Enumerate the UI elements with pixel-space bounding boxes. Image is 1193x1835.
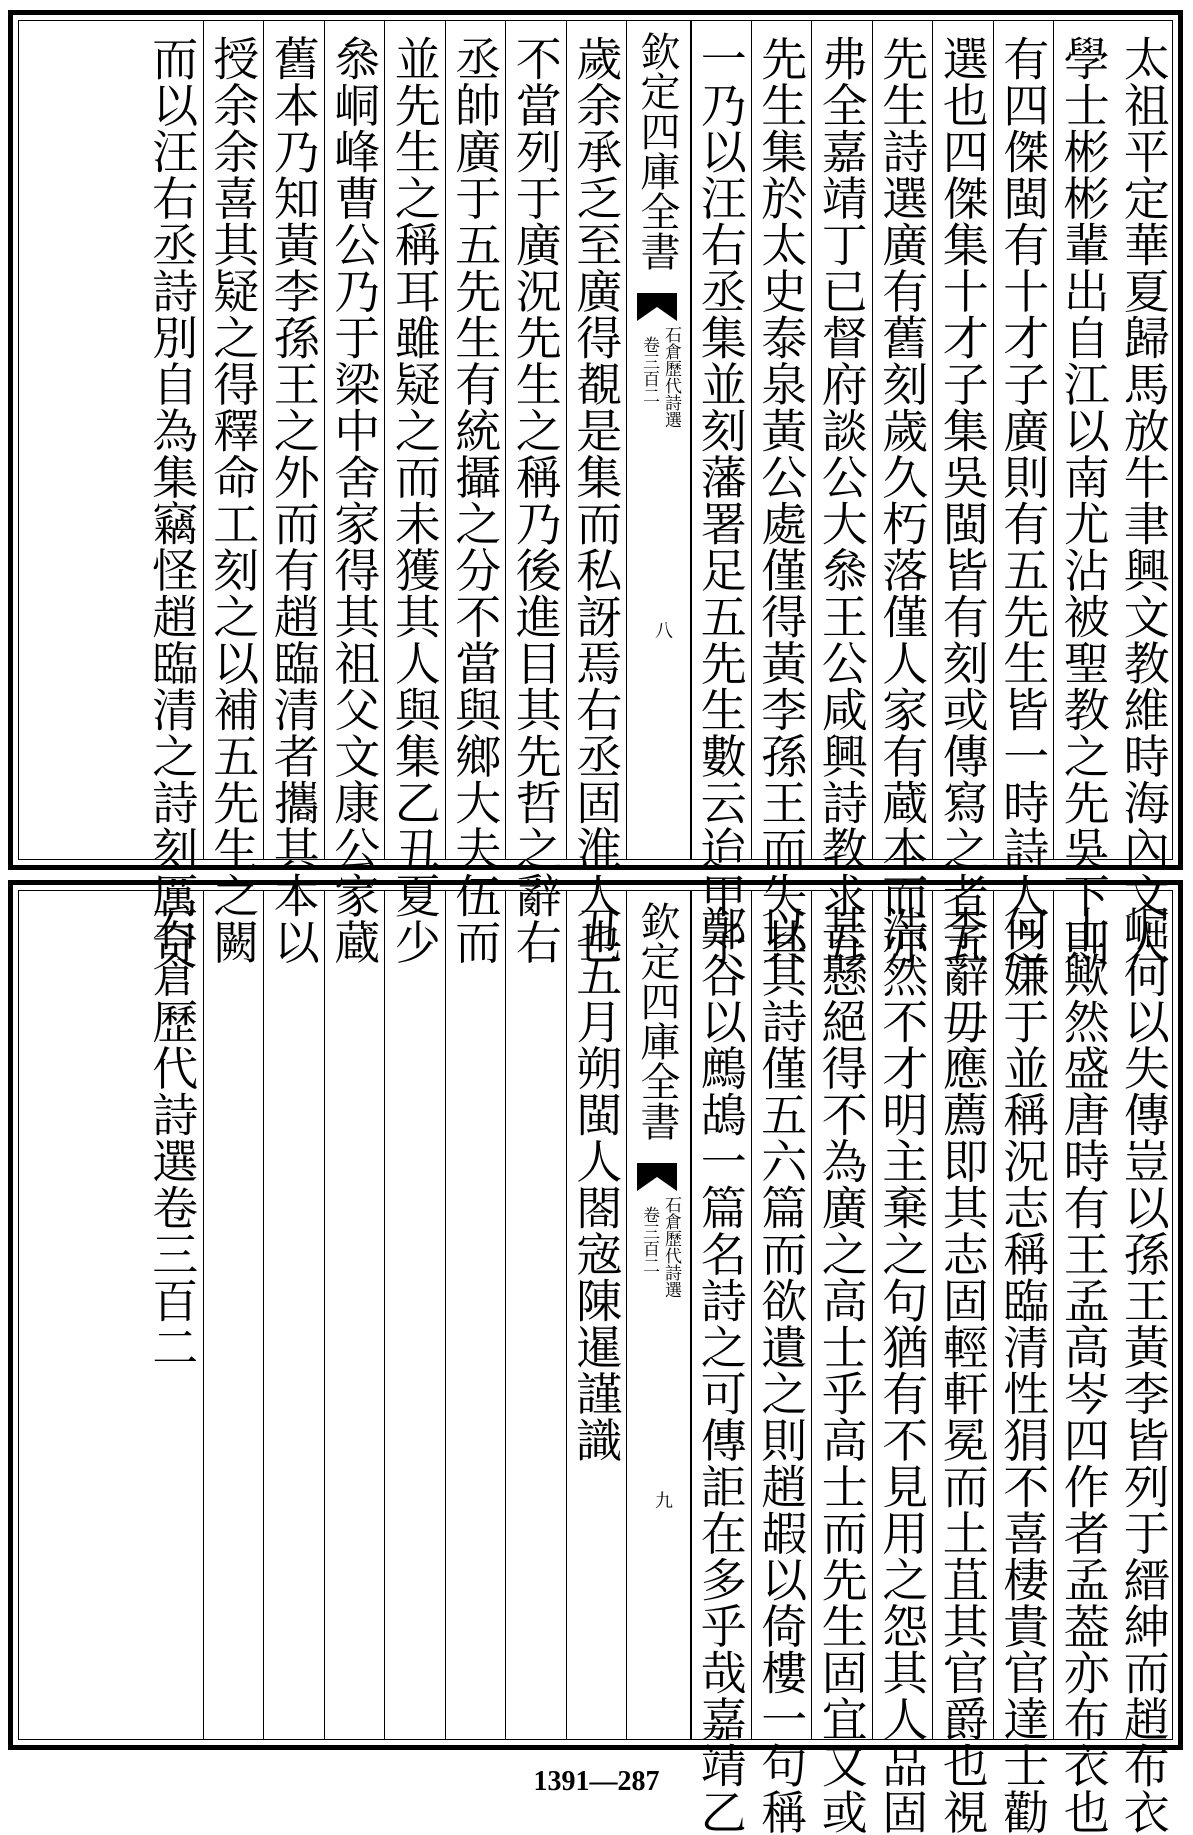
top-text-column [993,21,1054,965]
column-text: 太祖平定華夏歸馬放牛聿興文教維時海內文人 [1116,35,1171,965]
column-text: 先生詩選廣有舊刻歲久朽落僅人家有蔵本而亦 [875,35,930,965]
bottom-text-column [751,891,812,1835]
top-text-column [566,21,627,965]
column-text: 丑五月朔閩人閤宼陳暹謹識 [569,905,624,1463]
bottom-text-column [445,891,506,1739]
bottom-text-column [384,891,445,1739]
bottom-text-column [566,891,627,1739]
top-page-inner-frame [18,20,1173,965]
top-text-column [1053,21,1114,965]
column-text: 一乃以汪右丞集並刻藩署足五先生數云迨甲子 [693,35,748,965]
column-text: 崛何以失傳豈以孫王黃李皆列于縉紳而趙布衣 [1116,905,1171,1835]
column-text: 歲余承乏至廣得覩是集而私訝焉右丞固淮人也 [569,35,624,965]
column-text: 何嫌于並稱況志稱臨清性狷不喜棲貴官達士勸 [996,905,1051,1835]
top-text-column [505,21,566,965]
top-text-column [263,21,324,965]
bottom-text-column [263,891,324,1739]
leaf-number: 八 [652,621,673,639]
column-text: 不當列于廣況先生之稱乃後進目其先哲之辭右 [508,35,563,965]
column-text: 有四傑閩有十才子廣則有五先生皆一時詩人之 [996,35,1051,965]
top-text-column [1114,21,1175,965]
top-text-column [811,21,872,965]
bottom-text-column [505,891,566,1739]
page-footer-number: 1391—287 [533,1766,660,1797]
top-text-column [932,21,993,965]
top-text-column [324,21,385,965]
column-text: 鄭谷以鷓鴣一篇名詩之可傳詎在多乎哉嘉靖乙 [693,905,748,1835]
top-text-column [203,21,264,965]
bottom-center-strip [626,891,692,1739]
bottom-text-column [872,891,933,1835]
column-text: 以其詩僅五六篇而欲遺之則趙嘏以倚樓一句稱 [754,905,809,1835]
bottom-text-column [324,891,385,1739]
column-text: 舊本乃知黃李孫王之外而有趙臨清者攜其本以 [266,35,321,965]
column-text: 學士彬彬輩出自江以南尤沾被聖教之先吳下則 [1056,35,1111,965]
column-text: 甚懸絕得不為廣之高士乎高士而先生固宜又或 [814,905,869,1835]
top-text-column [384,21,445,965]
bottom-text-column [932,891,993,1835]
book-title: 欽定四庫全書 [634,901,680,1141]
bottom-text-column [1053,891,1114,1835]
bottom-text-column [142,891,203,1739]
top-text-column [751,21,812,965]
column-text: 丞帥廣于五先生有統攝之分不當與鄉大夫伍而 [448,35,503,965]
column-text: 李辭毋應薦即其志固輕軒冕而土苴其官爵也視 [935,905,990,1835]
volume-number: 卷三百二 [639,336,659,404]
fishtail-mark-icon [637,1163,677,1191]
bottom-text-column [1114,891,1175,1835]
fishtail-mark-icon [637,293,677,321]
anthology-name: 石倉歷代詩選 [661,326,681,428]
book-title: 欽定四庫全書 [634,31,680,271]
bottom-text-column [690,891,751,1835]
column-text: 士歟然盛唐時有王孟高岑四作者孟葢亦布衣也 [1056,905,1111,1835]
top-center-strip [626,21,692,859]
volume-number: 卷三百二 [639,1206,659,1274]
column-text: 授余余喜其疑之得釋命工刻之以補五先生之闕 [206,35,261,965]
top-text-column [445,21,506,965]
leaf-number: 九 [652,1491,673,1509]
column-text: 浩然不才明主棄之句猶有不見用之怨其人品固 [875,905,930,1835]
bottom-text-column [993,891,1054,1835]
top-page-frame [8,10,1183,965]
anthology-name: 石倉歷代詩選 [661,1196,681,1298]
column-text: 選也四傑集十才子集吳閩皆有刻或傳寫之者五 [935,35,990,965]
column-text: 叅峒峰曹公乃于梁中舍家得其祖父文康公家蔵 [327,35,382,965]
column-text: 先生集於太史泰泉黃公處僅得黃李孫王而失其 [754,35,809,965]
column-text: 弗全嘉靖丁已督府談公大叅王公咸興詩教求五 [814,35,869,965]
bottom-text-column [811,891,872,1835]
column-text: 而以汪右丞詩別自為集竊怪趙臨清之詩刻厲奇 [145,35,200,965]
bottom-text-column [203,891,264,1739]
top-text-column [872,21,933,965]
top-text-column [142,21,203,965]
column-text: 並先生之稱耳雖疑之而未獲其人與集乙丑夏少 [387,35,442,965]
column-text: 石倉歷代詩選卷三百二 [145,905,200,1370]
top-text-column [690,21,751,965]
